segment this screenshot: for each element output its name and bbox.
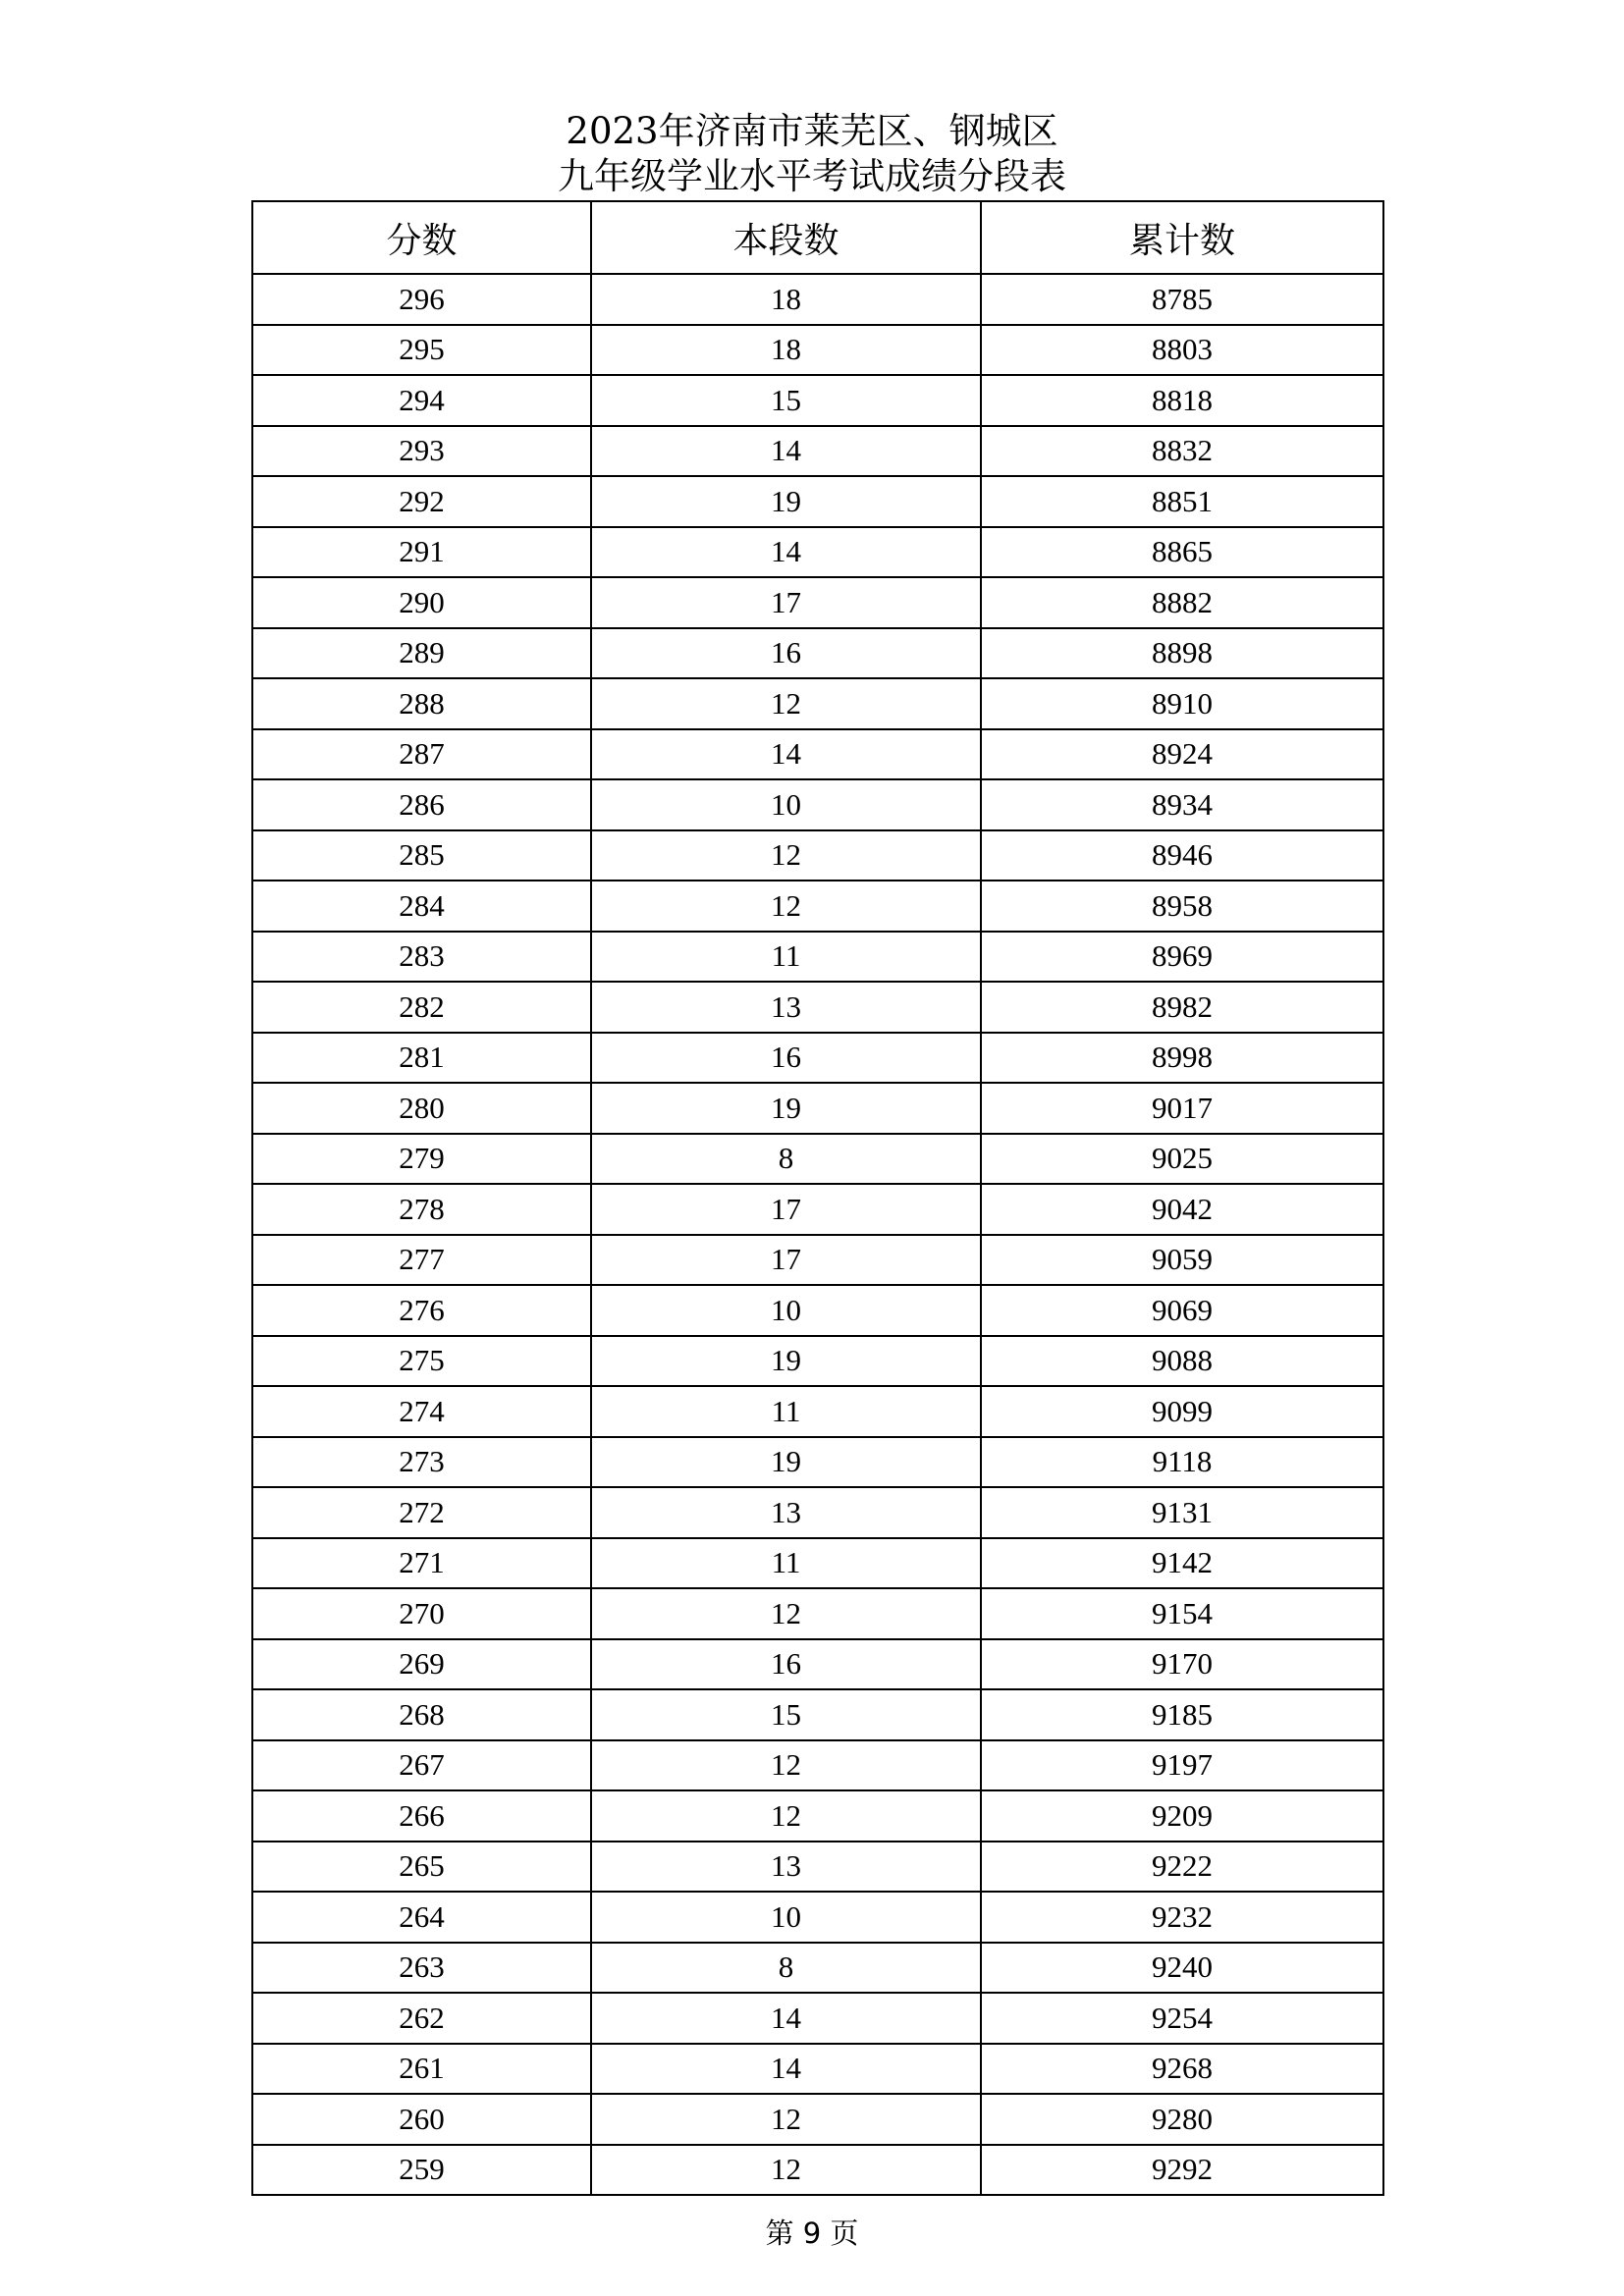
cell-cumulative-count: 8785 <box>981 274 1383 325</box>
table-row <box>252 2094 1383 2145</box>
cell-cumulative-count: 9042 <box>981 1184 1383 1235</box>
cell-score: 262 <box>252 1993 591 2044</box>
table-row <box>252 1487 1383 1538</box>
cell-cumulative-count: 9017 <box>981 1083 1383 1134</box>
table-row <box>252 1437 1383 1488</box>
cell-segment-count: 14 <box>591 426 981 477</box>
cell-score: 288 <box>252 678 591 729</box>
table-body <box>252 274 1383 2195</box>
page-title-line-1: 2023年济南市莱芜区、钢城区 <box>566 110 1058 152</box>
cell-score: 292 <box>252 476 591 527</box>
cell-cumulative-count: 8818 <box>981 375 1383 426</box>
cell-segment-count: 15 <box>591 1689 981 1740</box>
cell-cumulative-count: 8982 <box>981 982 1383 1033</box>
cell-segment-count: 16 <box>591 628 981 679</box>
cell-segment-count: 13 <box>591 1842 981 1893</box>
cell-score: 267 <box>252 1740 591 1791</box>
cell-segment-count: 12 <box>591 1790 981 1842</box>
page-title-line-2: 九年级学业水平考试成绩分段表 <box>558 155 1066 197</box>
table-row <box>252 274 1383 325</box>
cell-segment-count: 16 <box>591 1033 981 1084</box>
cell-segment-count: 8 <box>591 1134 981 1185</box>
table-row <box>252 1083 1383 1134</box>
table-row <box>252 527 1383 578</box>
table-row <box>252 830 1383 881</box>
cell-segment-count: 12 <box>591 2094 981 2145</box>
cell-segment-count: 19 <box>591 476 981 527</box>
table-row <box>252 729 1383 780</box>
cell-cumulative-count: 9197 <box>981 1740 1383 1791</box>
cell-cumulative-count: 9240 <box>981 1943 1383 1994</box>
cell-segment-count: 19 <box>591 1083 981 1134</box>
cell-score: 291 <box>252 527 591 578</box>
cell-segment-count: 10 <box>591 1285 981 1336</box>
cell-score: 286 <box>252 779 591 830</box>
cell-cumulative-count: 9118 <box>981 1437 1383 1488</box>
cell-segment-count: 12 <box>591 1740 981 1791</box>
table-row <box>252 982 1383 1033</box>
cell-cumulative-count: 9254 <box>981 1993 1383 2044</box>
cell-score: 270 <box>252 1588 591 1639</box>
score-distribution-table <box>251 200 1384 2196</box>
cell-cumulative-count: 8865 <box>981 527 1383 578</box>
cell-cumulative-count: 8910 <box>981 678 1383 729</box>
header-cumulative-count: 累计数 <box>981 201 1383 274</box>
cell-segment-count: 12 <box>591 830 981 881</box>
cell-segment-count: 13 <box>591 982 981 1033</box>
cell-score: 273 <box>252 1437 591 1488</box>
cell-segment-count: 14 <box>591 729 981 780</box>
cell-segment-count: 17 <box>591 1235 981 1286</box>
cell-score: 274 <box>252 1386 591 1437</box>
cell-segment-count: 12 <box>591 2145 981 2196</box>
cell-segment-count: 11 <box>591 1386 981 1437</box>
header-segment-count: 本段数 <box>591 201 981 274</box>
table-row <box>252 1588 1383 1639</box>
cell-score: 275 <box>252 1336 591 1387</box>
cell-cumulative-count: 9099 <box>981 1386 1383 1437</box>
cell-score: 279 <box>252 1134 591 1185</box>
cell-segment-count: 8 <box>591 1943 981 1994</box>
table-row <box>252 678 1383 729</box>
cell-score: 264 <box>252 1892 591 1943</box>
cell-cumulative-count: 9131 <box>981 1487 1383 1538</box>
cell-cumulative-count: 9088 <box>981 1336 1383 1387</box>
cell-segment-count: 13 <box>591 1487 981 1538</box>
cell-score: 287 <box>252 729 591 780</box>
cell-segment-count: 15 <box>591 375 981 426</box>
cell-cumulative-count: 8946 <box>981 830 1383 881</box>
table-row <box>252 1336 1383 1387</box>
cell-segment-count: 19 <box>591 1336 981 1387</box>
cell-cumulative-count: 9059 <box>981 1235 1383 1286</box>
cell-score: 285 <box>252 830 591 881</box>
table-row <box>252 1639 1383 1690</box>
table-header-row <box>252 201 1383 274</box>
cell-cumulative-count: 9268 <box>981 2044 1383 2095</box>
cell-segment-count: 17 <box>591 577 981 628</box>
cell-score: 284 <box>252 881 591 932</box>
table-row <box>252 1538 1383 1589</box>
page-number: 第 9 页 <box>765 2216 859 2250</box>
cell-score: 260 <box>252 2094 591 2145</box>
table-row <box>252 1740 1383 1791</box>
table-row <box>252 1033 1383 1084</box>
cell-cumulative-count: 8851 <box>981 476 1383 527</box>
table-row <box>252 426 1383 477</box>
table-row <box>252 375 1383 426</box>
table-row <box>252 1689 1383 1740</box>
cell-score: 259 <box>252 2145 591 2196</box>
cell-cumulative-count: 9170 <box>981 1639 1383 1690</box>
table-row <box>252 1386 1383 1437</box>
table-row <box>252 932 1383 983</box>
cell-segment-count: 17 <box>591 1184 981 1235</box>
table-row <box>252 1285 1383 1336</box>
cell-cumulative-count: 9025 <box>981 1134 1383 1185</box>
cell-cumulative-count: 8882 <box>981 577 1383 628</box>
cell-segment-count: 14 <box>591 2044 981 2095</box>
cell-cumulative-count: 9209 <box>981 1790 1383 1842</box>
cell-cumulative-count: 8998 <box>981 1033 1383 1084</box>
cell-segment-count: 14 <box>591 527 981 578</box>
cell-score: 296 <box>252 274 591 325</box>
cell-segment-count: 12 <box>591 881 981 932</box>
cell-segment-count: 11 <box>591 932 981 983</box>
table-row <box>252 1842 1383 1893</box>
cell-score: 265 <box>252 1842 591 1893</box>
table-row <box>252 1235 1383 1286</box>
cell-score: 266 <box>252 1790 591 1842</box>
cell-segment-count: 16 <box>591 1639 981 1690</box>
table-row <box>252 628 1383 679</box>
table-row <box>252 2145 1383 2196</box>
cell-score: 269 <box>252 1639 591 1690</box>
cell-score: 280 <box>252 1083 591 1134</box>
cell-score: 294 <box>252 375 591 426</box>
table-row <box>252 1943 1383 1994</box>
cell-cumulative-count: 8803 <box>981 325 1383 376</box>
cell-segment-count: 11 <box>591 1538 981 1589</box>
cell-score: 283 <box>252 932 591 983</box>
table-row <box>252 1134 1383 1185</box>
cell-score: 278 <box>252 1184 591 1235</box>
cell-score: 289 <box>252 628 591 679</box>
table-row <box>252 1184 1383 1235</box>
table-row <box>252 1993 1383 2044</box>
cell-score: 276 <box>252 1285 591 1336</box>
cell-cumulative-count: 9280 <box>981 2094 1383 2145</box>
cell-score: 263 <box>252 1943 591 1994</box>
cell-segment-count: 12 <box>591 678 981 729</box>
table-row <box>252 476 1383 527</box>
cell-cumulative-count: 8934 <box>981 779 1383 830</box>
cell-score: 272 <box>252 1487 591 1538</box>
table-row <box>252 325 1383 376</box>
cell-score: 293 <box>252 426 591 477</box>
table-row <box>252 779 1383 830</box>
header-score: 分数 <box>252 201 591 274</box>
cell-cumulative-count: 9232 <box>981 1892 1383 1943</box>
cell-segment-count: 18 <box>591 325 981 376</box>
cell-cumulative-count: 8924 <box>981 729 1383 780</box>
cell-segment-count: 14 <box>591 1993 981 2044</box>
cell-score: 261 <box>252 2044 591 2095</box>
cell-segment-count: 10 <box>591 1892 981 1943</box>
cell-cumulative-count: 9185 <box>981 1689 1383 1740</box>
cell-cumulative-count: 9222 <box>981 1842 1383 1893</box>
cell-segment-count: 10 <box>591 779 981 830</box>
cell-cumulative-count: 9154 <box>981 1588 1383 1639</box>
cell-cumulative-count: 8832 <box>981 426 1383 477</box>
table-row <box>252 1892 1383 1943</box>
cell-score: 295 <box>252 325 591 376</box>
cell-cumulative-count: 9069 <box>981 1285 1383 1336</box>
cell-segment-count: 12 <box>591 1588 981 1639</box>
cell-score: 277 <box>252 1235 591 1286</box>
table-row <box>252 1790 1383 1842</box>
cell-cumulative-count: 9292 <box>981 2145 1383 2196</box>
cell-segment-count: 18 <box>591 274 981 325</box>
cell-score: 268 <box>252 1689 591 1740</box>
cell-cumulative-count: 8898 <box>981 628 1383 679</box>
cell-cumulative-count: 8969 <box>981 932 1383 983</box>
table-row <box>252 881 1383 932</box>
table-row <box>252 2044 1383 2095</box>
cell-score: 290 <box>252 577 591 628</box>
cell-score: 271 <box>252 1538 591 1589</box>
cell-cumulative-count: 8958 <box>981 881 1383 932</box>
cell-cumulative-count: 9142 <box>981 1538 1383 1589</box>
cell-score: 282 <box>252 982 591 1033</box>
table-row <box>252 577 1383 628</box>
cell-segment-count: 19 <box>591 1437 981 1488</box>
cell-score: 281 <box>252 1033 591 1084</box>
